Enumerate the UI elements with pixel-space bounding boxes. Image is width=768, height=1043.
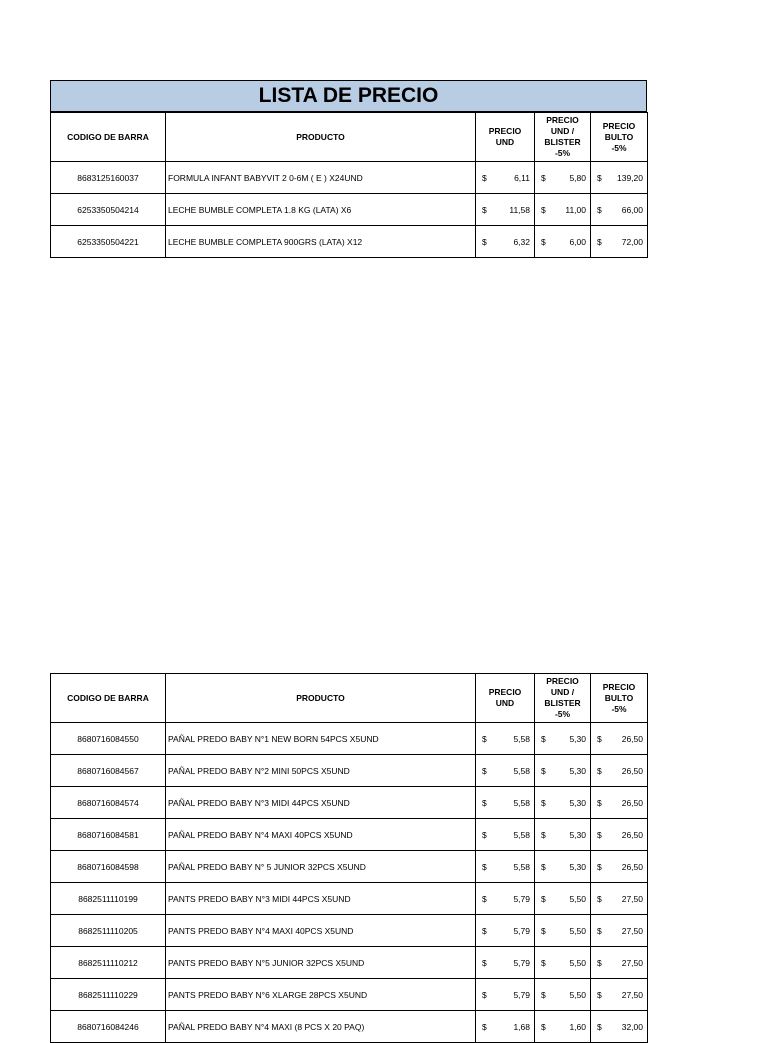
barcode-cell: 8683125160037 [51, 162, 166, 194]
product-cell: PAÑAL PREDO BABY N°4 MAXI 40PCS X5UND [166, 819, 476, 851]
price-value: 27,50 [621, 957, 643, 968]
price-value: 66,00 [621, 204, 643, 215]
header-line: UND [495, 698, 515, 708]
barcode-cell: 8680716084567 [51, 755, 166, 787]
currency-symbol: $ [482, 204, 487, 215]
product-cell: PAÑAL PREDO BABY N°2 MINI 50PCS X5UND [166, 755, 476, 787]
currency-symbol: $ [597, 893, 602, 904]
price-bulto-cell [591, 883, 648, 915]
currency-symbol: $ [482, 861, 487, 872]
price-bulto-cell [591, 819, 648, 851]
currency-symbol: $ [541, 861, 546, 872]
currency-symbol: $ [597, 733, 602, 744]
price-value: 27,50 [621, 989, 643, 1000]
currency-symbol: $ [597, 797, 602, 808]
table-row [51, 162, 648, 194]
table-row [51, 883, 648, 915]
currency-symbol: $ [597, 957, 602, 968]
price-value: 26,50 [621, 765, 643, 776]
price-bulto-cell [591, 755, 648, 787]
price-blister-cell [535, 1011, 591, 1043]
product-cell: PAÑAL PREDO BABY N°4 MAXI (8 PCS X 20 PAQ) [166, 1011, 476, 1043]
price-blister-cell [535, 819, 591, 851]
price-und-cell [476, 883, 535, 915]
header-producto: PRODUCTO [166, 113, 476, 162]
price-value: 5,79 [513, 989, 530, 1000]
price-value: 5,58 [513, 733, 530, 744]
currency-symbol: $ [541, 893, 546, 904]
price-bulto-cell [591, 787, 648, 819]
price-value: 1,68 [513, 1021, 530, 1032]
header-line: UND / [550, 126, 575, 136]
header-line: BULTO [604, 692, 634, 703]
table-row [51, 819, 648, 851]
price-list-sheet-1 [50, 80, 647, 258]
table-row [51, 947, 648, 979]
product-cell: PAÑAL PREDO BABY N°1 NEW BORN 54PCS X5UND [166, 723, 476, 755]
product-cell: PANTS PREDO BABY N°4 MAXI 40PCS X5UND [166, 915, 476, 947]
price-blister-cell [535, 947, 591, 979]
price-value: 5,58 [513, 797, 530, 808]
currency-symbol: $ [597, 236, 602, 247]
barcode-cell: 6253350504214 [51, 194, 166, 226]
currency-symbol: $ [541, 1021, 546, 1032]
price-value: 5,30 [569, 797, 586, 808]
header-precio-und [476, 113, 535, 162]
price-value: 72,00 [621, 236, 643, 247]
product-cell: PANTS PREDO BABY N°5 JUNIOR 32PCS X5UND [166, 947, 476, 979]
price-value: 6,32 [513, 236, 530, 247]
currency-symbol: $ [597, 925, 602, 936]
header-line: PRECIO [488, 687, 522, 697]
price-value: 5,50 [569, 925, 586, 936]
price-value: 6,00 [569, 236, 586, 247]
currency-symbol: $ [541, 236, 546, 247]
barcode-cell: 8682511110229 [51, 979, 166, 1011]
price-blister-cell [535, 194, 591, 226]
barcode-cell: 8680716084574 [51, 787, 166, 819]
table-row [51, 226, 648, 258]
price-bulto-cell [591, 851, 648, 883]
price-blister-cell [535, 162, 591, 194]
price-value: 5,50 [569, 989, 586, 1000]
price-value: 5,50 [569, 893, 586, 904]
price-bulto-cell [591, 723, 648, 755]
product-cell: PAÑAL PREDO BABY N° 5 JUNIOR 32PCS X5UND [166, 851, 476, 883]
currency-symbol: $ [541, 172, 546, 183]
price-blister-cell [535, 787, 591, 819]
price-value: 32,00 [621, 1021, 643, 1032]
header-precio-bulto [591, 674, 648, 723]
price-bulto-cell [591, 1011, 648, 1043]
price-blister-cell [535, 755, 591, 787]
price-bulto-cell [591, 162, 648, 194]
price-value: 27,50 [621, 925, 643, 936]
currency-symbol: $ [482, 989, 487, 1000]
price-list-sheet-2 [50, 673, 647, 1043]
table-row [51, 1011, 648, 1043]
price-value: 1,60 [569, 1021, 586, 1032]
table-row [51, 194, 648, 226]
price-blister-cell [535, 915, 591, 947]
header-line: -5% [554, 709, 571, 719]
currency-symbol: $ [597, 765, 602, 776]
header-precio-und [476, 674, 535, 723]
price-und-cell [476, 1011, 535, 1043]
barcode-cell: 8680716084246 [51, 1011, 166, 1043]
price-blister-cell [535, 883, 591, 915]
price-value: 5,30 [569, 861, 586, 872]
currency-symbol: $ [541, 797, 546, 808]
currency-symbol: $ [541, 829, 546, 840]
product-cell: PANTS PREDO BABY N°3 MIDI 44PCS X5UND [166, 883, 476, 915]
table-row [51, 979, 648, 1011]
currency-symbol: $ [541, 989, 546, 1000]
barcode-cell: 8680716084550 [51, 723, 166, 755]
price-value: 6,11 [514, 172, 530, 183]
header-line: BLISTER [544, 698, 581, 708]
price-value: 5,50 [569, 957, 586, 968]
currency-symbol: $ [482, 829, 487, 840]
price-und-cell [476, 787, 535, 819]
header-line: BLISTER [544, 137, 581, 147]
header-producto: PRODUCTO [166, 674, 476, 723]
header-line: PRECIO [546, 676, 579, 686]
price-und-cell [476, 226, 535, 258]
price-value: 5,79 [513, 893, 530, 904]
currency-symbol: $ [597, 989, 602, 1000]
price-bulto-cell [591, 226, 648, 258]
currency-symbol: $ [482, 236, 487, 247]
product-cell: FORMULA INFANT BABYVIT 2 0-6M ( E ) X24UND [166, 162, 476, 194]
barcode-cell: 6253350504221 [51, 226, 166, 258]
header-codigo: CODIGO DE BARRA [51, 674, 166, 723]
currency-symbol: $ [482, 893, 487, 904]
price-value: 5,58 [513, 861, 530, 872]
table-row [51, 787, 648, 819]
header-precio-blister [535, 113, 591, 162]
currency-symbol: $ [541, 733, 546, 744]
currency-symbol: $ [482, 957, 487, 968]
price-bulto-cell [591, 979, 648, 1011]
price-und-cell [476, 819, 535, 851]
header-line: -5% [554, 148, 571, 158]
header-line: PRECIO [488, 126, 522, 136]
currency-symbol: $ [597, 829, 602, 840]
currency-symbol: $ [482, 765, 487, 776]
barcode-cell: 8680716084581 [51, 819, 166, 851]
price-value: 139,20 [617, 172, 643, 183]
price-value: 27,50 [621, 893, 643, 904]
price-bulto-cell [591, 947, 648, 979]
price-bulto-cell [591, 194, 648, 226]
price-value: 5,30 [569, 765, 586, 776]
header-line: -5% [611, 142, 627, 153]
table-row [51, 851, 648, 883]
price-value: 5,30 [569, 733, 586, 744]
currency-symbol: $ [597, 172, 602, 183]
price-blister-cell [535, 723, 591, 755]
product-cell: PAÑAL PREDO BABY N°3 MIDI 44PCS X5UND [166, 787, 476, 819]
price-value: 11,00 [565, 204, 586, 215]
table-row [51, 723, 648, 755]
header-line: PRECIO [602, 120, 636, 131]
price-value: 5,58 [513, 765, 530, 776]
barcode-cell: 8682511110212 [51, 947, 166, 979]
price-value: 11,58 [509, 204, 530, 215]
price-und-cell [476, 947, 535, 979]
header-line: BULTO [604, 131, 634, 142]
header-line: PRECIO [602, 681, 636, 692]
price-value: 26,50 [621, 733, 643, 744]
header-precio-blister [535, 674, 591, 723]
price-value: 5,30 [569, 829, 586, 840]
price-value: 26,50 [621, 797, 643, 808]
currency-symbol: $ [482, 1021, 487, 1032]
currency-symbol: $ [597, 861, 602, 872]
header-row [51, 674, 648, 723]
price-und-cell [476, 723, 535, 755]
price-und-cell [476, 162, 535, 194]
price-und-cell [476, 979, 535, 1011]
table-row [51, 915, 648, 947]
price-blister-cell [535, 226, 591, 258]
header-precio-bulto [591, 113, 648, 162]
price-value: 5,79 [513, 925, 530, 936]
header-line: UND / [550, 687, 575, 697]
header-row [51, 113, 648, 162]
price-und-cell [476, 915, 535, 947]
page-title: LISTA DE PRECIO [50, 80, 647, 112]
currency-symbol: $ [541, 765, 546, 776]
product-cell: LECHE BUMBLE COMPLETA 900GRS (LATA) X12 [166, 226, 476, 258]
header-codigo: CODIGO DE BARRA [51, 113, 166, 162]
currency-symbol: $ [482, 733, 487, 744]
price-value: 5,58 [513, 829, 530, 840]
currency-symbol: $ [597, 204, 602, 215]
currency-symbol: $ [482, 925, 487, 936]
price-table-2 [50, 673, 648, 1043]
currency-symbol: $ [541, 957, 546, 968]
currency-symbol: $ [482, 797, 487, 808]
price-table-1 [50, 112, 648, 258]
product-cell: PANTS PREDO BABY N°6 XLARGE 28PCS X5UND [166, 979, 476, 1011]
header-line: UND [495, 137, 515, 147]
header-line: PRECIO [546, 115, 579, 125]
price-value: 26,50 [621, 829, 643, 840]
product-cell: LECHE BUMBLE COMPLETA 1.8 KG (LATA) X6 [166, 194, 476, 226]
price-blister-cell [535, 851, 591, 883]
currency-symbol: $ [541, 925, 546, 936]
price-value: 5,79 [513, 957, 530, 968]
barcode-cell: 8680716084598 [51, 851, 166, 883]
currency-symbol: $ [482, 172, 487, 183]
header-line: -5% [611, 703, 627, 714]
price-und-cell [476, 194, 535, 226]
price-und-cell [476, 851, 535, 883]
price-und-cell [476, 755, 535, 787]
price-bulto-cell [591, 915, 648, 947]
table-row [51, 755, 648, 787]
price-value: 5,80 [569, 172, 586, 183]
currency-symbol: $ [597, 1021, 602, 1032]
currency-symbol: $ [541, 204, 546, 215]
barcode-cell: 8682511110205 [51, 915, 166, 947]
price-value: 26,50 [621, 861, 643, 872]
barcode-cell: 8682511110199 [51, 883, 166, 915]
price-blister-cell [535, 979, 591, 1011]
